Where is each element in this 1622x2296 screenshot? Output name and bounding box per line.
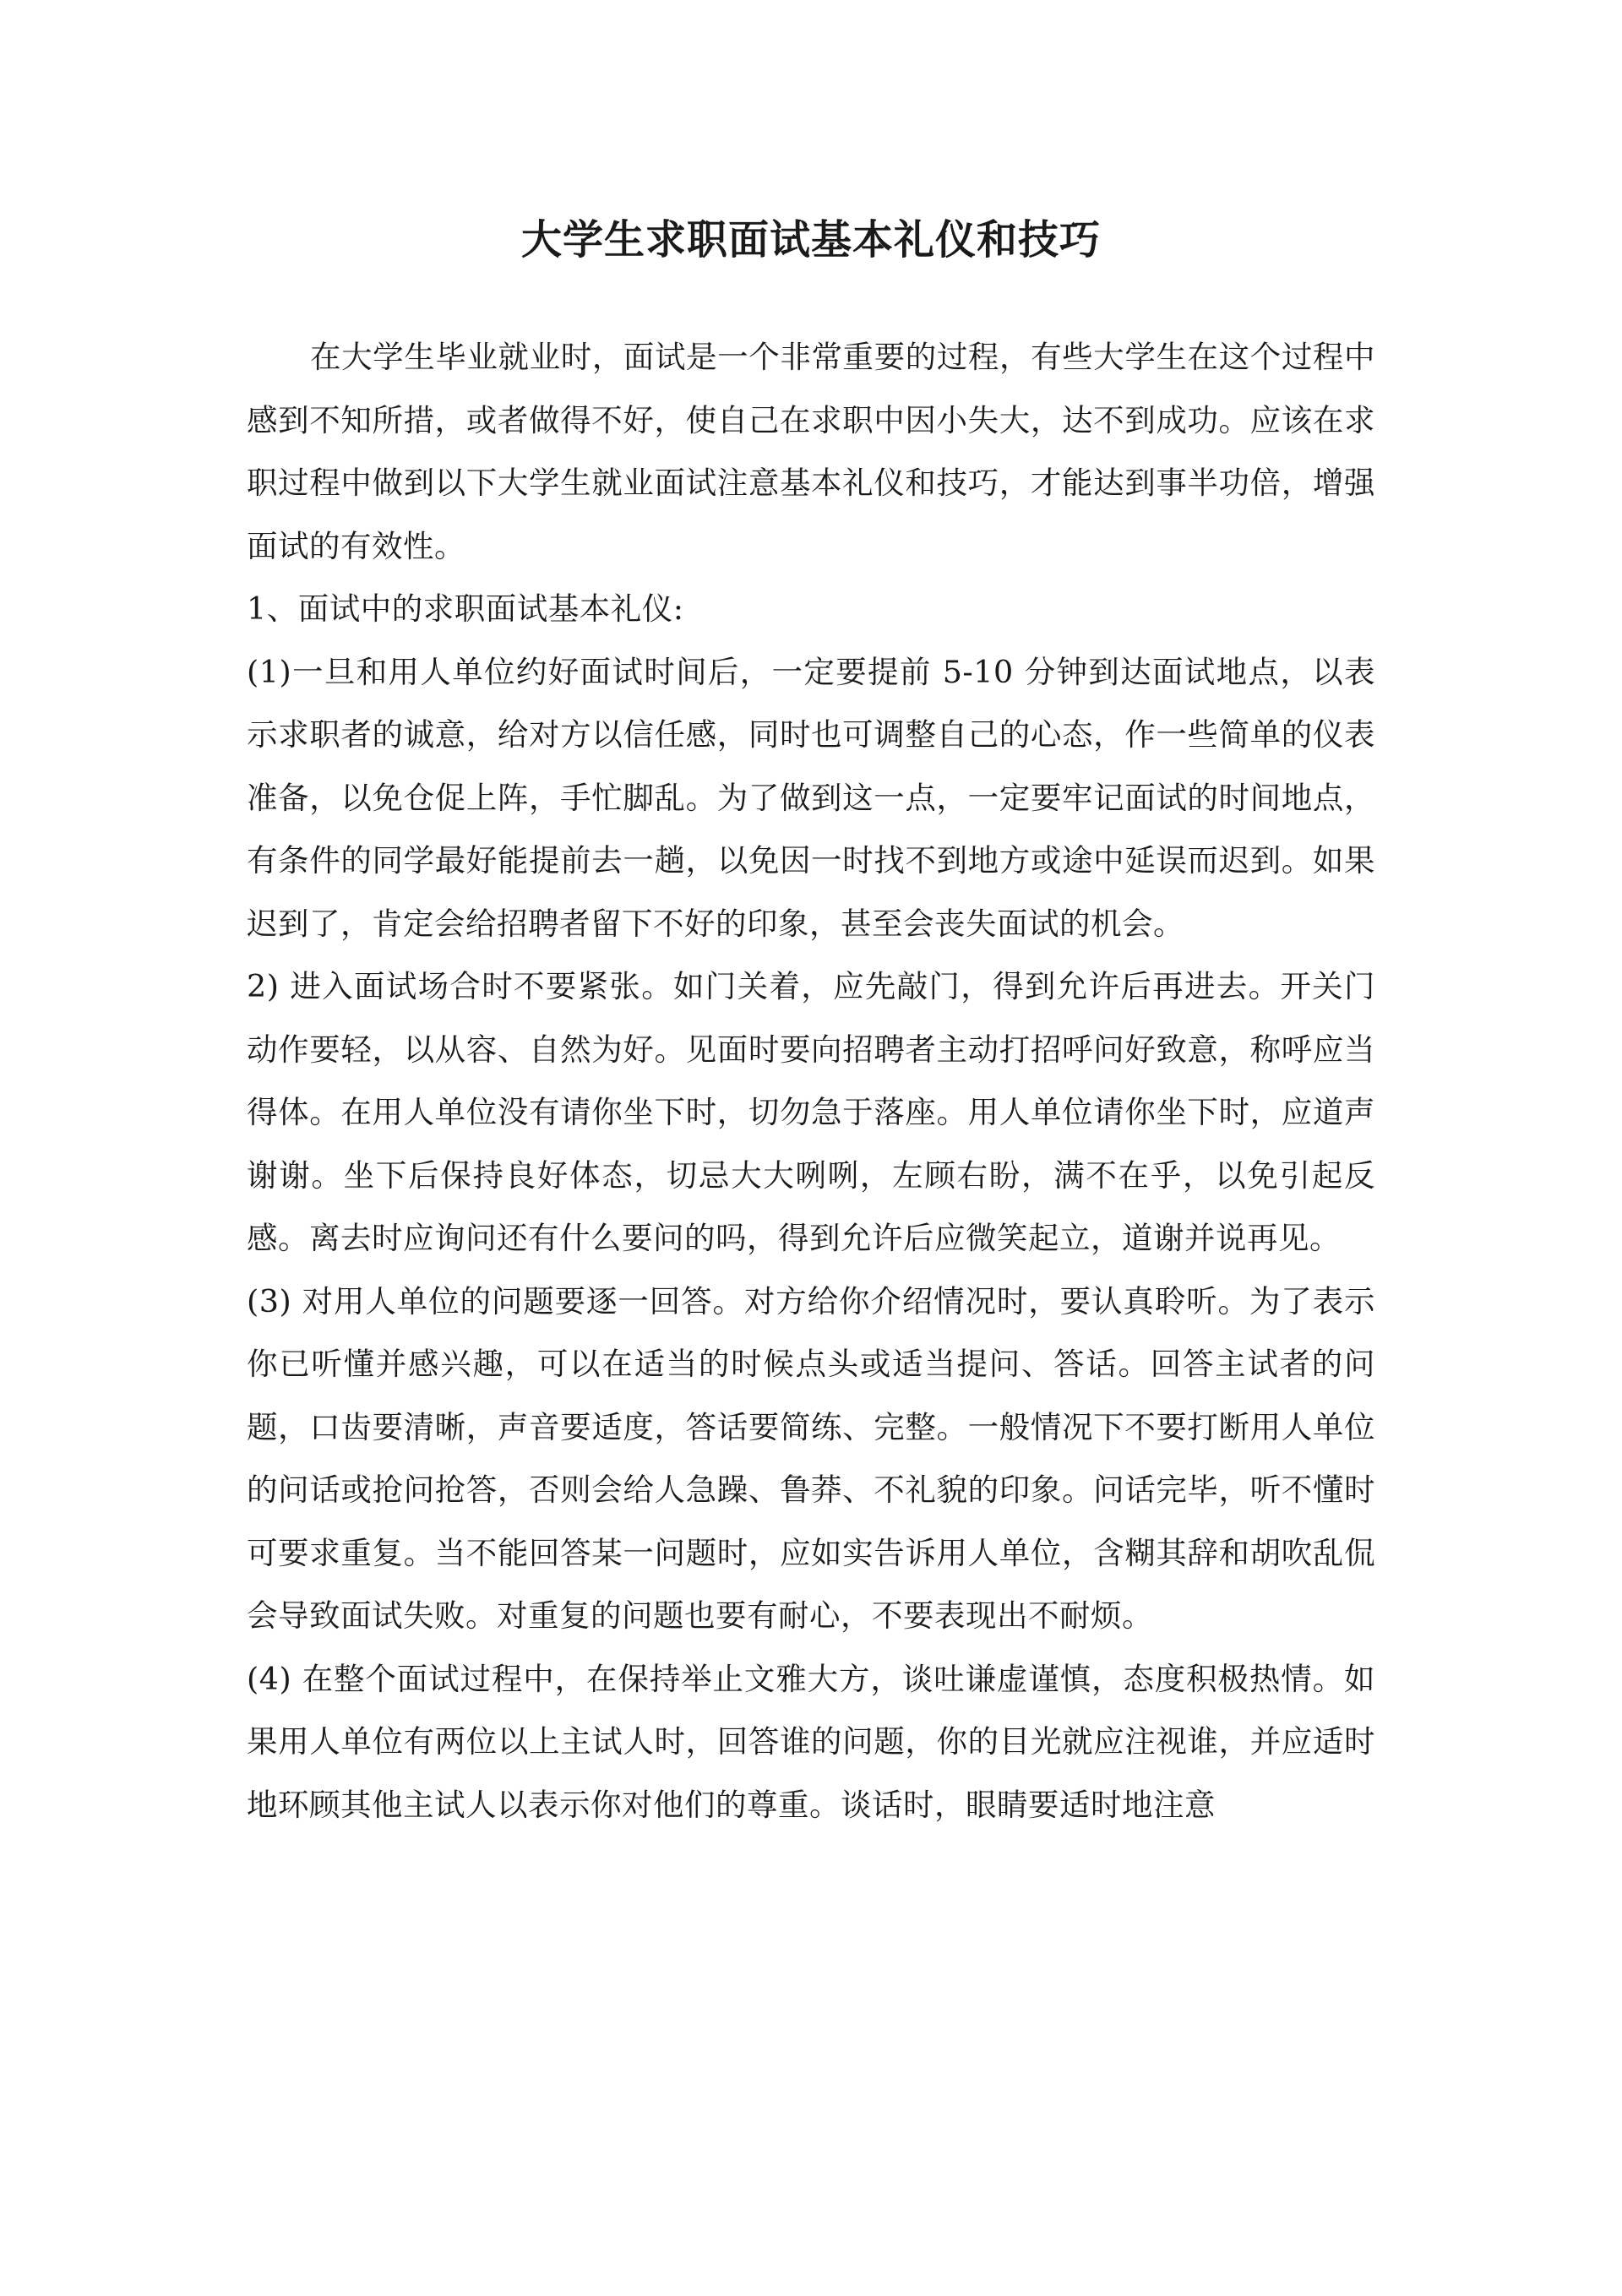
section-heading: 1、面试中的求职面试基本礼仪: bbox=[247, 590, 684, 627]
document-title: 大学生求职面试基本礼仪和技巧 bbox=[520, 216, 1101, 264]
document-page bbox=[247, 0, 1375, 2296]
document-body bbox=[247, 326, 1375, 1836]
intro-paragraph: 在大学生毕业就业时，面试是一个非常重要的过程，有些大学生在这个过程中感到不知所措，或者做得不好，使自己在求职中因小失大，达不到成功。应该在求职过程中做到以下大学生就业面试注意基本礼仪和技巧，才能达到事半功倍，增强面试的有效性。 bbox=[247, 339, 1375, 564]
paragraph-item-4: (4) 在整个面试过程中，在保持举止文雅大方，谈吐谦虚谨慎，态度积极热情。如果用人单位有两位以上主试人时，回答谁的问题，你的目光就应注视谁，并应适时地环顾其他主试人以表示你对他们的尊重。谈话时，眼睛要适时地注意 bbox=[247, 1660, 1375, 1823]
paragraph-item-1: (1)一旦和用人单位约好面试时间后，一定要提前 5-10 分钟到达面试地点，以表示求职者的诚意，给对方以信任感，同时也可调整自己的心态，作一些简单的仪表准备，以免仓促上阵，手忙脚乱。为了做到这一点，一定要牢记面试的时间地点，有条件的同学最好能提前去一趟，以免因一时找不到地方或途中延误而迟到。如果迟到了，肯定会给招聘者留下不好的印象，甚至会丧失面试的机会。 bbox=[247, 653, 1375, 942]
paragraph-item-2: 2) 进入面试场合时不要紧张。如门关着，应先敲门，得到允许后再进去。开关门动作要轻，以从容、自然为好。见面时要向招聘者主动打招呼问好致意，称呼应当得体。在用人单位没有请你坐下时，切勿急于落座。用人单位请你坐下时，应道声谢谢。坐下后保持良好体态，切忌大大咧咧，左顾右盼，满不在乎，以免引起反感。离去时应询问还有什么要问的吗，得到允许后应微笑起立，道谢并说再见。 bbox=[247, 968, 1375, 1256]
paragraph-item-3: (3) 对用人单位的问题要逐一回答。对方给你介绍情况时，要认真聆听。为了表示你已听懂并感兴趣，可以在适当的时候点头或适当提问、答话。回答主试者的问题，口齿要清晰，声音要适度，答话要简练、完整。一般情况下不要打断用人单位的问话或抢问抢答，否则会给人急躁、鲁莽、不礼貌的印象。问话完毕，听不懂时可要求重复。当不能回答某一问题时，应如实告诉用人单位，含糊其辞和胡吹乱侃会导致面试失败。对重复的问题也要有耐心，不要表现出不耐烦。 bbox=[247, 1282, 1375, 1634]
